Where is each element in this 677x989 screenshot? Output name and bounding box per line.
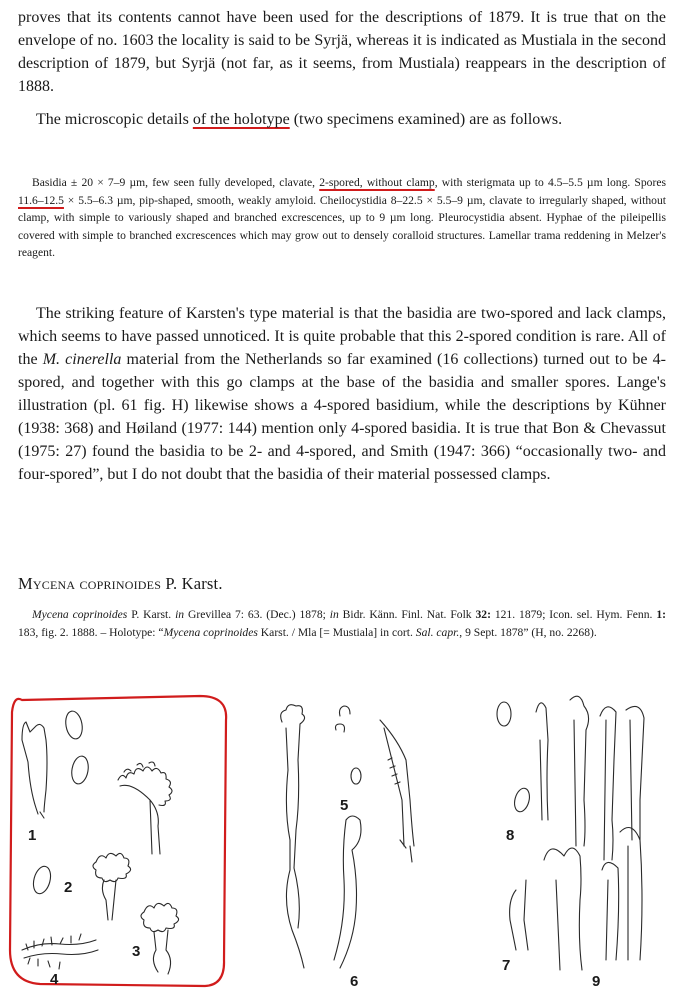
- paragraph-text: proves that its contents cannot have been used for the descriptions of 1879. It is true that on the envelope of no. 1603 the locality is said to be Syrjä, whereas it is indicated as Mustiala in the second description of 1879, but Syrjä (not far, as it seems, from Mustiala) reappears in the description of 1888.: [18, 9, 666, 95]
- text-run: 1:: [656, 608, 666, 621]
- figure-label-2: 2: [64, 879, 73, 896]
- figure-label-1: 1: [28, 827, 37, 844]
- drawing-spore: [497, 702, 511, 726]
- drawing-spore: [31, 864, 54, 895]
- text-run: Basidia ± 20 × 7–9 µm, few seen fully developed, clavate,: [32, 176, 320, 189]
- figure-label-8: 8: [506, 827, 515, 844]
- drawing-spore: [351, 768, 361, 784]
- drawing-spore: [512, 787, 532, 814]
- figure-label-4: 4: [50, 971, 59, 988]
- text-run: 121. 1879; Icon. sel. Hym. Fenn.: [490, 608, 657, 621]
- text-run: Grevillea 7: 63. (Dec.) 1878;: [184, 608, 330, 621]
- annotation-red-outline: [10, 696, 226, 986]
- text-run: (two specimens examined) are as follows.: [289, 111, 563, 128]
- heading-species: Mycena coprinoides: [18, 574, 162, 593]
- text-run: Mycena coprinoides: [32, 608, 128, 621]
- text-run: P. Karst.: [127, 608, 176, 621]
- annotated-phrase-basidia: 2-spored, without clamp: [319, 176, 435, 189]
- drawing-cheilocystidium-2: [93, 853, 131, 920]
- annotated-phrase-holotype: of the holotype: [192, 111, 290, 128]
- text-run: , with sterigmata up to 4.5–5.5 µm long. Spores: [434, 176, 666, 189]
- text-run: × 5.5–6.3 µm, pip-shaped, smooth, weakly amyloid. Cheilocystidia 8–22.5 × 5.5–9 µm, clavate to irregularly shaped, without clamp, with simple to variously shaped and branched excrescences, up to 9 µm long. Pleurocystidia absent. Hyphae of the pileipellis covered with simple to branched excrescences which may grow out to densely coralloid structures. Lamellar trama reddening in Melzer's reagent.: [18, 193, 666, 260]
- drawing-cheilocystidium-coralloid: [118, 762, 172, 854]
- text-run: in: [175, 608, 185, 621]
- figure-label-5: 5: [340, 797, 349, 814]
- text-run: in: [329, 608, 339, 621]
- text-run: , 9 Sept. 1878” (H, no. 2268).: [459, 625, 597, 639]
- figure-label-9: 9: [592, 973, 601, 989]
- text-run: 183, fig. 2. 1888. – Holotype: “: [18, 625, 164, 639]
- text-run: Sal. capr.: [415, 625, 460, 639]
- drawing-hypha-4: [22, 934, 98, 969]
- heading-author: P. Karst.: [161, 574, 223, 593]
- figure-label-7: 7: [502, 957, 511, 974]
- drawing-basidia-5: [281, 705, 414, 968]
- figure-label-3: 3: [132, 943, 141, 960]
- text-run: The striking feature of Karsten's type material is that the basidia are two-spored and lack clamps, which seems to have passed unnoticed. It is quite probable that this 2-spored condition is rare. All of the: [18, 305, 666, 368]
- text-run: material from the Netherlands so far examined (16 collections) turned out to be 4-spored, and together with this go clamps at the base of the basidia and smaller spores. Lange's illustration (pl. 61 fig. H) likewise shows a 4-spored basidium, while the descriptions by Kühner (1938: 368) and Høiland (1977: 144) mention only 4-spored basidia. It is true that Bon & Chevassut (1975: 27) found the basidia to be 2- and 4-spored, and Smith (1947: 366) “occasionally two- and four-spored”, but I do not doubt that the basidia of their material possessed clamps.: [18, 351, 666, 483]
- text-run: 32:: [475, 608, 491, 621]
- drawing-spore: [70, 755, 91, 785]
- text-run: The microscopic details: [36, 111, 193, 128]
- text-run: Bidr. Känn. Finl. Nat. Folk: [338, 608, 476, 621]
- drawing-hyphae-7-9: [497, 696, 644, 970]
- drawing-spore: [64, 710, 85, 740]
- text-run: Mycena coprinoides: [163, 625, 258, 639]
- drawing-cheilocystidium-3: [141, 903, 179, 974]
- annotated-phrase-spores: 11.6–12.5: [18, 193, 64, 207]
- species-name: M. cinerella: [42, 351, 122, 368]
- text-run: Karst. / Mla [= Mustiala] in cort.: [257, 625, 416, 639]
- figure-label-6: 6: [350, 973, 359, 989]
- drawing-basidium-1: [22, 722, 47, 818]
